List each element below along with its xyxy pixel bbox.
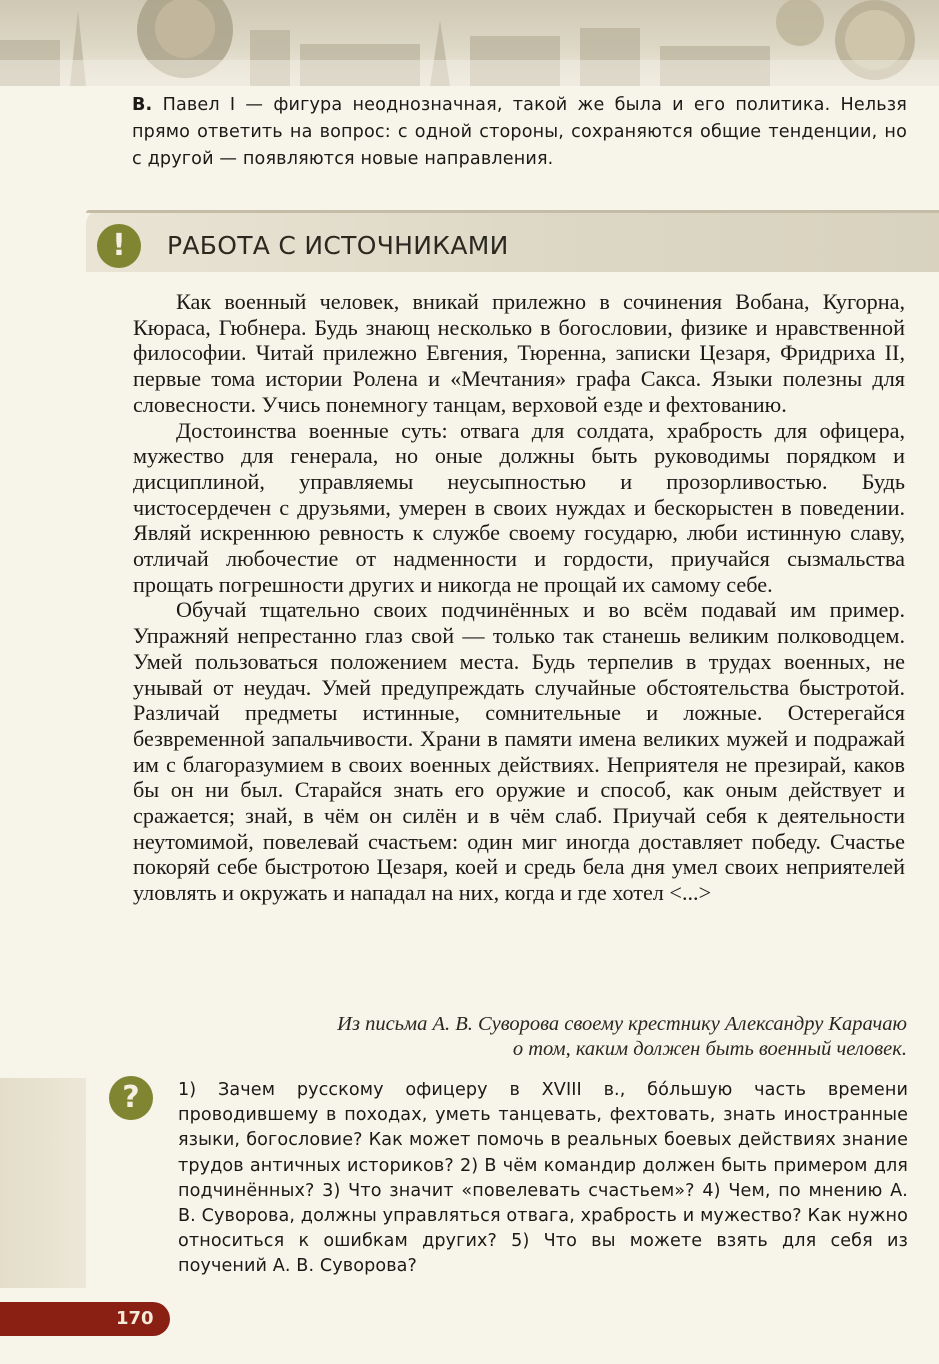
side-margin-panel xyxy=(0,1078,86,1288)
intro-text xyxy=(132,92,907,173)
source-text xyxy=(133,289,905,906)
header-banner xyxy=(0,0,939,86)
source-paragraph: Достоинства военные суть: отвага для солдата, храбрость для офицера, мужество для генерала, но оные должны быть руководимы порядком и дисциплиной, управляемы неусыпностью и прозорливостью. Будь чистосердечен с друзьями, умерен в своих нуждах и бескорыстен в поведении. Являй искреннюю ревность к службе своему государю, люби истинную славу, отличай любочестие от надменности и гордости, приучайся сызмальства прощать погрешности других и никогда не прощай их самому себе. xyxy=(133,417,905,597)
page-number: 170 xyxy=(116,1308,154,1329)
attribution-line: Из письма А. В. Суворова своему крестнику Александру Карачаю xyxy=(337,1013,907,1035)
exclamation-icon: ! xyxy=(97,224,141,268)
section-header-rule xyxy=(86,210,939,213)
attribution-line: о том, каким должен быть военный человек. xyxy=(512,1038,907,1060)
questions-text: 1) Зачем русскому офицеру в XVIII в., бóльшую часть времени проводившему в походах, уметь танцевать, фехтовать, знать иностранные языки, богословие? Как может помочь в реальных боевых действиях знание трудов античных историков? 2) В чём командир должен быть примером для подчинённых? 3) Что значит «повелевать счастьем»? 4) Чем, по мнению А. В. Суворова, должны управляться отвага, храбрость и мужество? Как нужно относиться к ошибкам других? 5) Что вы можете взять для себя из поучений А. В. Суворова? xyxy=(178,1080,908,1277)
section-title: РАБОТА С ИСТОЧНИКАМИ xyxy=(167,231,509,260)
question-icon: ? xyxy=(109,1076,153,1120)
source-paragraph: Как военный человек, вникай прилежно в сочинения Вобана, Кугорна, Кюраса, Гюбнера. Будь знающ несколько в богословии, физике и нравственной философии. Читай прилежно Евгения, Тюренна, записки Цезаря, Фридриха II, первые тома истории Ролена и «Мечтания» графа Сакса. Языки полезны для словесности. Учись понемногу танцам, верховой езде и фехтованию. xyxy=(133,289,905,417)
intro-body: Павел I — фигура неоднозначная, такой же была и его политика. Нельзя прямо ответить на вопрос: с одной стороны, сохраняются общие тенденции, но с другой — появляются новые направления. xyxy=(132,95,907,169)
banner-collage-illustration xyxy=(0,0,939,86)
source-paragraph: Обучай тщательно своих подчинённых и во всём подавай им пример. Упражняй непрестанно глаз свой — только так станешь великим полководцем. Умей пользоваться положением места. Будь терпелив в трудах военных, не унывай от неудач. Умей предупреждать случайные обстоятельства быстротой. Различай предметы истинные, сомнительные и ложные. Остерегайся безвременной запальчивости. Храни в памяти имена великих мужей и подражай им с благоразумием в своих военных действиях. Неприятеля не презирай, каков бы он ни был. Старайся знать его оружие и способ, как оным действует и сражается; знай, в чём он силён и в чём слаб. Приучай себя к деятельности неутомимой, повелевай счастьем: один миг иногда доставляет победу. Счастье покоряй себе быстротою Цезаря, коей и средь бела дня умел своих неприятелей уловлять и окружать и нападал на них, когда и где хотел <...> xyxy=(133,597,905,906)
source-attribution xyxy=(207,1012,907,1062)
intro-lead: В. xyxy=(132,95,153,115)
